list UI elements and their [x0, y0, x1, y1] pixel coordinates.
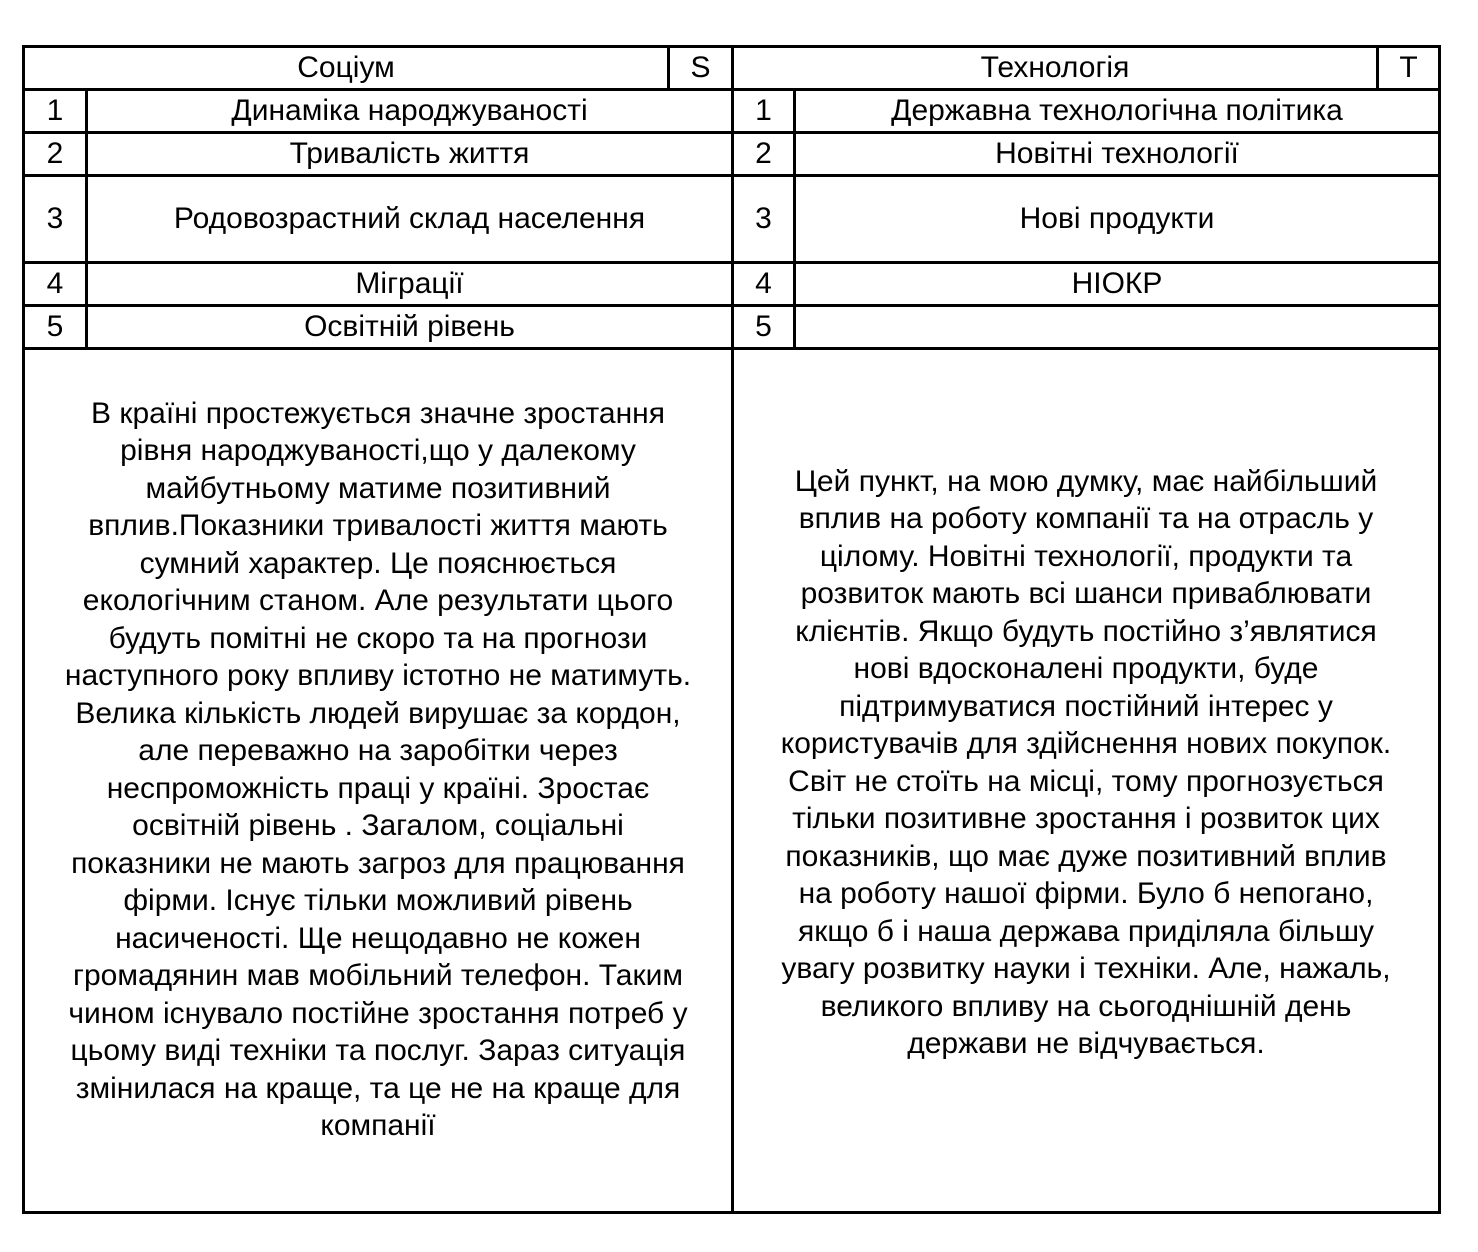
- text-line: показників, що має дуже позитивний вплив: [785, 839, 1387, 873]
- text-line: цілому. Новітні технології, продукти та: [819, 539, 1353, 573]
- text-line: компанії: [320, 1109, 436, 1142]
- text-line: увагу розвитку науки і техніки. Але, нажаль,: [781, 952, 1391, 985]
- text-line: насиченості. Ще нещодавно не кожен: [115, 921, 641, 955]
- social-row-number: 2: [22, 131, 88, 177]
- text-line: підтримуватися постійний інтерес у: [839, 689, 1333, 723]
- text-line: клієнтів. Якщо будуть постійно з’являтися: [795, 614, 1377, 648]
- technology-row-number: 1: [731, 88, 796, 134]
- text-line: на роботу нашої фірми. Було б непогано,: [798, 877, 1374, 910]
- technology-row-number: 5: [731, 304, 796, 350]
- text-line: Цей пункт, на мою думку, має найбільший: [794, 464, 1378, 498]
- social-row-label: Родовозрастний склад населення: [85, 174, 734, 264]
- social-header: Соціум: [22, 45, 670, 91]
- social-row-label: Освітній рівень: [85, 304, 734, 350]
- text-line: освітній рівень . Загалом, соціальні: [132, 809, 624, 842]
- text-line: неспроможність праці у країні. Зростає: [106, 771, 650, 805]
- text-line: чином існувало постійне зростання потреб у: [68, 996, 688, 1030]
- social-row-label: Тривалість життя: [85, 131, 734, 177]
- text-line: В країні простежується значне зростання: [91, 396, 665, 430]
- technology-row-label: НІОКР: [793, 261, 1441, 307]
- text-line: вплив.Показники тривалості життя мають: [88, 509, 668, 542]
- text-line: показники не мають загроз для працювання: [71, 846, 685, 880]
- social-row-number: 3: [22, 174, 88, 264]
- technology-header: Технологія: [731, 45, 1379, 91]
- text-line: держави не відчувається.: [907, 1027, 1265, 1060]
- technology-row-label: Новітні технології: [793, 131, 1441, 177]
- text-line: змінилася на краще, та це не на краще для: [75, 1071, 681, 1105]
- social-analysis-text: [22, 347, 734, 1214]
- text-line: рівня народжуваності,що у далекому: [120, 434, 636, 467]
- text-line: розвиток мають всі шанси приваблювати: [800, 577, 1372, 610]
- text-line: екологічним станом. Але результати цього: [82, 584, 674, 617]
- social-row-label: Міграції: [85, 261, 734, 307]
- text-line: але переважно на заробітки через: [138, 734, 618, 767]
- text-line: якщо б і наша держава приділяла більшу: [797, 914, 1375, 948]
- text-line: тільки позитивне зростання і розвиток цих: [792, 802, 1380, 835]
- technology-row-number: 3: [731, 174, 796, 264]
- text-line: нові вдосконалені продукти, буде: [853, 652, 1319, 685]
- text-line: вплив на роботу компанії та на отрасль у: [798, 502, 1374, 535]
- text-line: громадянин мав мобільний телефон. Таким: [73, 959, 683, 992]
- social-row-number: 4: [22, 261, 88, 307]
- text-line: Велика кількість людей вирушає за кордон,: [75, 696, 681, 730]
- technology-row-number: 4: [731, 261, 796, 307]
- text-line: сумний характер. Це пояснюється: [139, 546, 617, 580]
- technology-row-label: Державна технологічна політика: [793, 88, 1441, 134]
- technology-row-number: 2: [731, 131, 796, 177]
- text-line: користувачів для здійснення нових покупок.: [780, 727, 1392, 760]
- text-line: наступного року впливу істотно не матимуть.: [64, 659, 692, 692]
- text-line: великого впливу на сьогоднішній день: [820, 989, 1352, 1023]
- text-line: майбутньому матиме позитивний: [145, 471, 611, 505]
- technology-row-label: Нові продукти: [793, 174, 1441, 264]
- technology-letter: T: [1376, 45, 1441, 91]
- text-line: фірми. Існує тільки можливий рівень: [123, 884, 633, 917]
- technology-row-label: [793, 304, 1441, 350]
- social-row-label: Динаміка народжуваності: [85, 88, 734, 134]
- text-line: Світ не стоїть на місці, тому прогнозується: [788, 764, 1384, 798]
- text-line: будуть помітні не скоро та на прогнози: [108, 621, 648, 655]
- text-line: цьому виді техніки та послуг. Зараз ситуація: [70, 1034, 686, 1067]
- technology-analysis-text: [731, 347, 1441, 1214]
- social-letter: S: [667, 45, 734, 91]
- social-row-number: 5: [22, 304, 88, 350]
- social-row-number: 1: [22, 88, 88, 134]
